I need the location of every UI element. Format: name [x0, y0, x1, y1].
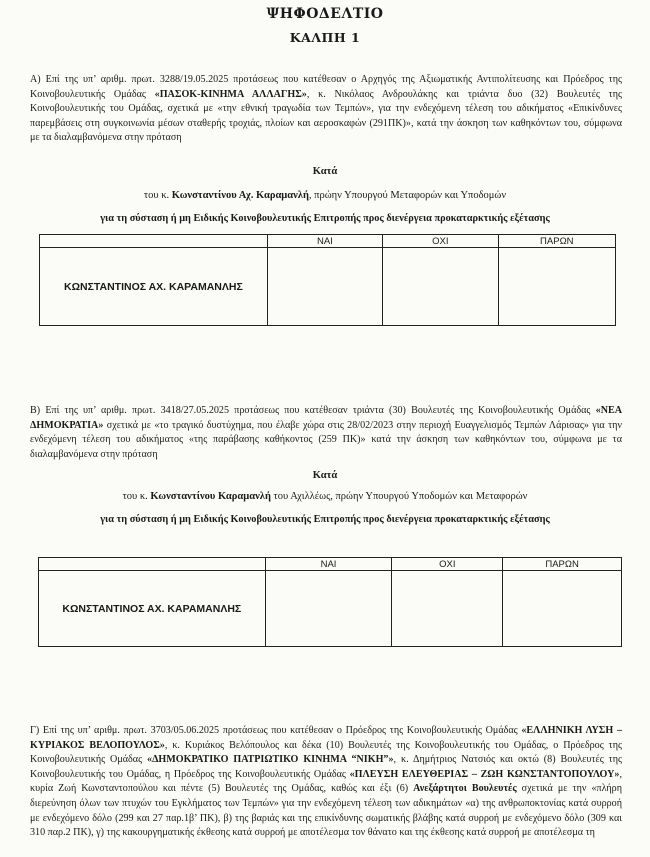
section-b-text-2: σχετικά με «το τραγικό δυστύχημα, που έλαβε χώρα στις 28/02/2023 στην περιοχή Ευαγγελισμός Τεμπών Λάρισας» για την ενδεχόμενη τέλεση του αδικήματος «της παράβασης καθήκοντος (259 ΠΚ)» κατά την άσκηση των καθηκόντων του, σύμφωνα με τα διαλαμβανόμενα στην πρόταση: [30, 419, 622, 460]
section-b-name-header: [39, 558, 266, 571]
section-b-col-yes: ΝΑΙ: [265, 558, 392, 571]
section-c-text-5: σχετικά με την «πλήρη διερεύνηση όλων των πτυχών του Εγκλήματος των Τεμπών» για την ενδεχόμενη τέλεση των αδικημάτων «α) της ανθρωποκτονίας κατά συρροή με ενδεχόμενο δόλο (299 και 27 παρ.1β’ ΠΚ), β) της βαριάς και της επικίνδυνης σωματικής βλάβης κατά συρροή με ενδεχόμενο δόλο (309 και 310 παρ.2 ΠΚ), γ) της κακουργηματικής έκθεσης κατά συρροή με αποτέλεσμα τον θάνατο και της έκθεσης κατά συρροή με αποτέλεσμα τη: [30, 783, 622, 839]
section-a-col-yes: ΝΑΙ: [267, 235, 382, 248]
section-b-vote-table: [38, 557, 622, 647]
section-b-person-prefix: του κ.: [122, 491, 151, 502]
section-c-text-4: , κυρία Ζωή Κωνσταντοπούλου και πέντε (5) Βουλευτές της Ομάδας, καθώς και έξι (6): [30, 768, 622, 795]
section-a-name-header: [40, 235, 268, 248]
section-c-text-3: , κ. Δημήτριος Νατσιός και οκτώ (8) Βουλευτές της Κοινοβουλευτικής του Ομάδας, η Πρόεδρος της Κοινοβουλευτικής Ομάδας: [30, 754, 622, 780]
section-b-purpose-2: σύσταση ή: [129, 514, 177, 525]
section-a-kata: Κατά: [312, 166, 338, 177]
section-b-vote-yes-cell[interactable]: [265, 571, 392, 647]
section-b-person-name: Κωνσταντίνου Καραμανλή: [150, 491, 271, 502]
section-a-purpose-3: μη Ειδικής Κοινοβουλευτικής Επιτροπής προς διενέργεια προκαταρκτικής εξέτασης: [176, 213, 550, 224]
section-a-purpose: [0, 213, 650, 224]
section-a-vote-no-cell[interactable]: [383, 248, 498, 326]
section-b-purpose-3: μη Ειδικής Κοινοβουλευτικής Επιτροπής προς διενέργεια προκαταρκτικής εξέτασης: [176, 514, 550, 525]
section-a-vote-yes-cell[interactable]: [267, 248, 382, 326]
section-b-purpose-1: για τη: [100, 514, 130, 525]
section-b-kata: Κατά: [312, 470, 338, 481]
ballot-box-label: ΚΑΛΠΗ 1: [289, 30, 361, 45]
section-b-person-title: του Αχιλλέως, πρώην Υπουργού Υποδομών και Μεταφορών: [270, 491, 528, 502]
section-b-col-no: ΟΧΙ: [392, 558, 503, 571]
section-a-col-no: ΟΧΙ: [383, 235, 498, 248]
section-c-party-2: «ΔΗΜΟΚΡΑΤΙΚΟ ΠΑΤΡΙΩΤΙΚΟ ΚΙΝΗΜΑ “ΝΙΚΗ”»: [147, 754, 394, 766]
section-a-person-prefix: του κ.: [143, 190, 172, 201]
section-a-purpose-2: σύσταση ή: [129, 213, 177, 224]
section-a-party: «ΠΑΣΟΚ-ΚΙΝΗΜΑ ΑΛΛΑΓΗΣ»: [154, 88, 307, 100]
section-b-party: «ΝΕΑ ΔΗΜΟΚΡΑΤΙΑ»: [30, 405, 622, 431]
section-a-paragraph: [30, 73, 622, 146]
section-b-candidate-name: ΚΩΝΣΤΑΝΤΙΝΟΣ ΑΧ. ΚΑΡΑΜΑΝΛΗΣ: [39, 571, 266, 647]
section-a-person-title: , πρώην Υπουργού Μεταφορών και Υποδομών: [308, 190, 507, 201]
section-b-person: [0, 491, 650, 502]
section-c-paragraph: [30, 724, 622, 841]
section-a-col-present: ΠΑΡΩΝ: [498, 235, 615, 248]
section-b-col-present: ΠΑΡΩΝ: [503, 558, 622, 571]
section-c-party-3: «ΠΛΕΥΣΗ ΕΛΕΥΘΕΡΙΑΣ – ΖΩΗ ΚΩΝΣΤΑΝΤΟΠΟΥΛΟΥ»: [349, 768, 620, 780]
section-a-vote-present-cell[interactable]: [498, 248, 615, 326]
section-c-party-1: «ΕΛΛΗΝΙΚΗ ΛΥΣΗ – ΚΥΡΙΑΚΟΣ ΒΕΛΟΠΟΥΛΟΣ»: [30, 725, 622, 751]
section-b-paragraph: [30, 404, 622, 462]
section-c-text-2: , κ. Κυριάκος Βελόπουλος και δέκα (10) Βουλευτές της Κοινοβουλευτικής του Ομάδας, ο Πρόεδρος της Κοινοβουλευτικής Ομάδας: [30, 739, 622, 766]
section-c-text-1: Γ) Επί της υπ’ αριθμ. πρωτ. 3703/05.06.2025 προτάσεως που κατέθεσαν ο Πρόεδρος της Κοινοβουλευτικής Ομάδας: [30, 725, 522, 736]
section-c-independents: Ανεξάρτητοι Βουλευτές: [413, 783, 517, 795]
section-a-purpose-1: για τη: [100, 213, 130, 224]
section-a-person-name: Κωνσταντίνου Αχ. Καραμανλή: [171, 190, 309, 201]
section-a-text-2: , κ. Νικόλαος Ανδρουλάκης και τριάντα δυο (32) Βουλευτές της Κοινοβουλευτικής του Ομάδας, σχετικά με «την εθνική τραγωδία των Τεμπών», για την ενδεχόμενη τέλεση του αδικήματος «Επικίνδυνες παρεμβάσεις στη συγκοινωνία μέσων σταθερής τροχιάς, πλοίων και αεροσκαφών (291ΠΚ)», κατά την άσκηση των καθηκόντων του, σύμφωνα με τα διαλαμβανόμενα στην πρόταση: [30, 88, 623, 144]
section-a-person: [0, 190, 650, 201]
page-title: ΨΗΦΟΔΕΛΤΙΟ: [266, 6, 384, 22]
section-a-vote-table: [39, 234, 616, 326]
section-a-candidate-name: ΚΩΝΣΤΑΝΤΙΝΟΣ ΑΧ. ΚΑΡΑΜΑΝΛΗΣ: [40, 248, 268, 326]
section-b-purpose: [0, 514, 650, 525]
section-b-text-1: Β) Επί της υπ’ αριθμ. πρωτ. 3418/27.05.2025 προτάσεως που κατέθεσαν τριάντα (30) Βουλευτές της Κοινοβουλευτικής Ομάδας: [30, 405, 596, 416]
section-b-vote-no-cell[interactable]: [392, 571, 503, 647]
section-b-vote-present-cell[interactable]: [503, 571, 622, 647]
section-a-text-1: Α) Επί της υπ’ αριθμ. πρωτ. 3288/19.05.2025 προτάσεως που κατέθεσαν ο Αρχηγός της Αξιωματικής Αντιπολίτευσης και Πρόεδρος της Κοινοβουλευτικής Ομάδας: [30, 74, 622, 100]
